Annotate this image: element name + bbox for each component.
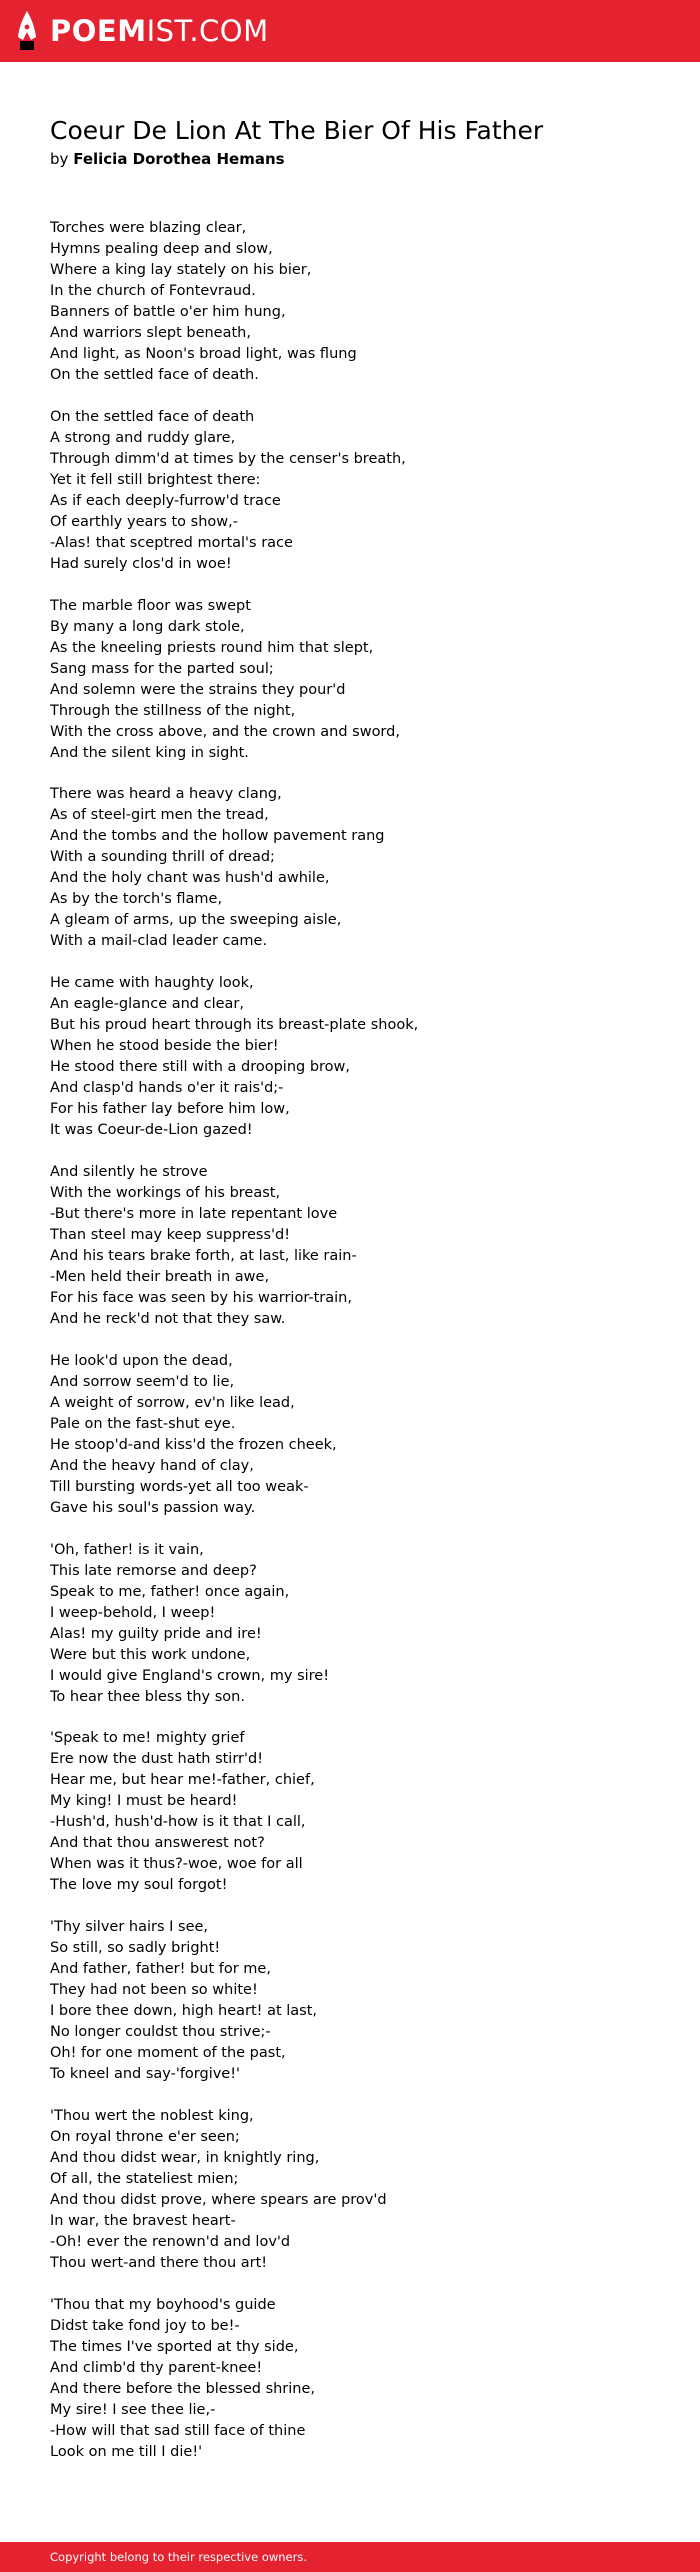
poem-line: And that thou answerest not?	[50, 1835, 265, 1852]
poem-line: By many a long dark stole,	[50, 618, 245, 635]
poem-line: Through dimm'd at times by the censer's breath,	[50, 450, 406, 467]
poem-line: Of all, the stateliest mien;	[50, 2170, 239, 2187]
poem-line: As the kneeling priests round him that slept,	[50, 639, 374, 656]
site-logo[interactable]	[16, 10, 269, 52]
poem-line: Sang mass for the parted soul;	[50, 660, 274, 677]
poem-byline	[50, 149, 285, 169]
poem-line: The love my soul forgot!	[50, 1877, 228, 1894]
poem-line: With a mail-clad leader came.	[50, 933, 268, 950]
poem-line: Ere now the dust hath stirr'd!	[50, 1751, 264, 1768]
quill-pen-icon	[16, 10, 38, 52]
poem-line: He came with haughty look,	[50, 975, 254, 992]
poem-line: On royal throne e'er seen;	[50, 2128, 240, 2145]
poem-line: I bore thee down, high heart! at last,	[50, 2003, 318, 2020]
brand-name	[50, 13, 269, 48]
poem-line: Of earthly years to show,-	[50, 513, 238, 530]
poem-line: To hear thee bless thy son.	[50, 1688, 245, 1705]
poem-body	[50, 218, 650, 2484]
poem-line: With a sounding thrill of dread;	[50, 849, 275, 866]
poem-line: -But there's more in late repentant love	[50, 1205, 338, 1222]
poem-line: It was Coeur-de-Lion gazed!	[50, 1122, 253, 1139]
poem-line: He stoop'd-and kiss'd the frozen cheek,	[50, 1436, 337, 1453]
poem-line: When was it thus?-woe, woe for all	[50, 1856, 303, 1873]
poem-line: And father, father! but for me,	[50, 1961, 271, 1978]
poem-line: Didst take fond joy to be!-	[50, 2317, 240, 2334]
poem-line: On the settled face of death	[50, 408, 255, 425]
brand-name-bold: POEM	[50, 13, 147, 48]
poem-line: When he stood beside the bier!	[50, 1038, 279, 1055]
poem-line: For his father lay before him low,	[50, 1101, 290, 1118]
poem-line: A gleam of arms, up the sweeping aisle,	[50, 912, 342, 929]
poem-line: And light, as Noon's broad light, was flung	[50, 346, 357, 362]
stanza	[50, 1162, 650, 1330]
poem-line: They had not been so white!	[50, 1982, 258, 1999]
stanza	[50, 2106, 650, 2274]
poem-line: As by the torch's flame,	[50, 891, 223, 908]
poem-line: But his proud heart through its breast-plate shook,	[50, 1017, 419, 1034]
poem-line: With the cross above, and the crown and sword,	[50, 723, 400, 740]
poem-line: And solemn were the strains they pour'd	[50, 681, 346, 698]
poem-line: And thou didst wear, in knightly ring,	[50, 2149, 320, 2166]
poem-line: Alas! my guilty pride and ire!	[50, 1625, 262, 1642]
poem-line: Yet it fell still brightest there:	[50, 471, 261, 488]
poem-line: Hear me, but hear me!-father, chief,	[50, 1772, 315, 1789]
poem-line: My king! I must be heard!	[50, 1793, 238, 1810]
poem-line: Hymns pealing deep and slow,	[50, 241, 273, 257]
poem-line: I would give England's crown, my sire!	[50, 1667, 330, 1684]
poem-line: To kneel and say-'forgive!'	[50, 2066, 241, 2083]
poem-line: And the holy chant was hush'd awhile,	[50, 870, 330, 887]
site-header	[0, 0, 700, 62]
stanza	[50, 1540, 650, 1708]
poem-line: -How will that sad still face of thine	[50, 2422, 306, 2439]
poem-line: Look on me till I die!'	[50, 2443, 203, 2460]
poem-line: And silently he strove	[50, 1163, 208, 1180]
poem-line: -Hush'd, hush'd-how is it that I call,	[50, 1814, 306, 1831]
poem-line: The times I've sported at thy side,	[50, 2338, 299, 2355]
poem-line: And sorrow seem'd to lie,	[50, 1373, 235, 1390]
poem-line: And the heavy hand of clay,	[50, 1457, 254, 1474]
poem-line: Banners of battle o'er him hung,	[50, 304, 286, 320]
poem-line: An eagle-glance and clear,	[50, 996, 244, 1013]
by-label: by	[50, 150, 69, 168]
poem-line: Where a king lay stately on his bier,	[50, 262, 312, 278]
copyright-notice: Copyright belong to their respective owners.	[50, 2550, 308, 2564]
poem-line: And his tears brake forth, at last, like rain-	[50, 1247, 357, 1264]
poem-line: 'Thou wert the noblest king,	[50, 2107, 254, 2124]
stanza	[50, 784, 650, 952]
stanza	[50, 1351, 650, 1519]
poem-line: On the settled face of death.	[50, 367, 259, 383]
poem-line: With the workings of his breast,	[50, 1184, 281, 1201]
poem-line: -Men held their breath in awe,	[50, 1268, 270, 1285]
poem-line: In the church of Fontevraud.	[50, 283, 256, 299]
poem-line: Than steel may keep suppress'd!	[50, 1226, 291, 1243]
stanza	[50, 218, 650, 386]
poem-line: And the tombs and the hollow pavement rang	[50, 828, 385, 845]
poem-line: Torches were blazing clear,	[50, 220, 247, 236]
poem-line: 'Oh, father! is it vain,	[50, 1541, 204, 1558]
poem-line: -Oh! ever the renown'd and lov'd	[50, 2233, 291, 2250]
poem-line: For his face was seen by his warrior-train,	[50, 1289, 352, 1306]
poem-line: I weep-behold, I weep!	[50, 1604, 216, 1621]
stanza	[50, 1728, 650, 1896]
poem-line: And climb'd thy parent-knee!	[50, 2359, 263, 2376]
poem-line: Were but this work undone,	[50, 1646, 251, 1663]
poem-line: And he reck'd not that they saw.	[50, 1310, 286, 1327]
poem-line: Through the stillness of the night,	[50, 702, 296, 719]
poem-line: Gave his soul's passion way.	[50, 1499, 256, 1516]
poem-line: 'Thy silver hairs I see,	[50, 1919, 209, 1936]
poem-line: Had surely clos'd in woe!	[50, 555, 232, 572]
poem-title: Coeur De Lion At The Bier Of His Father	[50, 116, 544, 145]
poem-line: There was heard a heavy clang,	[50, 786, 282, 803]
stanza	[50, 407, 650, 575]
poem-line: My sire! I see thee lie,-	[50, 2401, 216, 2418]
poem-line: And there before the blessed shrine,	[50, 2380, 316, 2397]
poem-line: So still, so sadly bright!	[50, 1940, 221, 1957]
poem-line: -Alas! that sceptred mortal's race	[50, 534, 293, 551]
poem-line: No longer couldst thou strive;-	[50, 2024, 271, 2041]
poem-line: Oh! for one moment of the past,	[50, 2045, 286, 2062]
poem-line: Thou wert-and there thou art!	[50, 2254, 268, 2271]
poem-line: Till bursting words-yet all too weak-	[50, 1478, 309, 1495]
poem-line: And the silent king in sight.	[50, 744, 249, 761]
poem-line: 'Speak to me! mighty grief	[50, 1730, 245, 1747]
stanza	[50, 596, 650, 764]
poem-line: He look'd upon the dead,	[50, 1352, 233, 1369]
poem-line: The marble floor was swept	[50, 597, 251, 614]
poem-line: As if each deeply-furrow'd trace	[50, 492, 281, 509]
poem-line: This late remorse and deep?	[50, 1562, 257, 1579]
poem-line: 'Thou that my boyhood's guide	[50, 2296, 276, 2313]
poem-line: And thou didst prove, where spears are prov'd	[50, 2191, 387, 2208]
poem-line: Speak to me, father! once again,	[50, 1583, 290, 1600]
poem-line: As of steel-girt men the tread,	[50, 807, 269, 824]
author-link[interactable]: Felicia Dorothea Hemans	[73, 150, 285, 168]
brand-name-light: IST.COM	[146, 13, 269, 48]
poem-line: He stood there still with a drooping brow,	[50, 1059, 351, 1076]
poem-line: And warriors slept beneath,	[50, 325, 251, 341]
site-footer	[0, 2542, 700, 2572]
poem-line: A strong and ruddy glare,	[50, 429, 236, 446]
poem-line: A weight of sorrow, ev'n like lead,	[50, 1394, 295, 1411]
stanza	[50, 2295, 650, 2463]
poem-line: And clasp'd hands o'er it rais'd;-	[50, 1080, 284, 1097]
stanza	[50, 973, 650, 1141]
stanza	[50, 1917, 650, 2085]
poem-line: Pale on the fast-shut eye.	[50, 1415, 236, 1432]
poem-line: In war, the bravest heart-	[50, 2212, 236, 2229]
